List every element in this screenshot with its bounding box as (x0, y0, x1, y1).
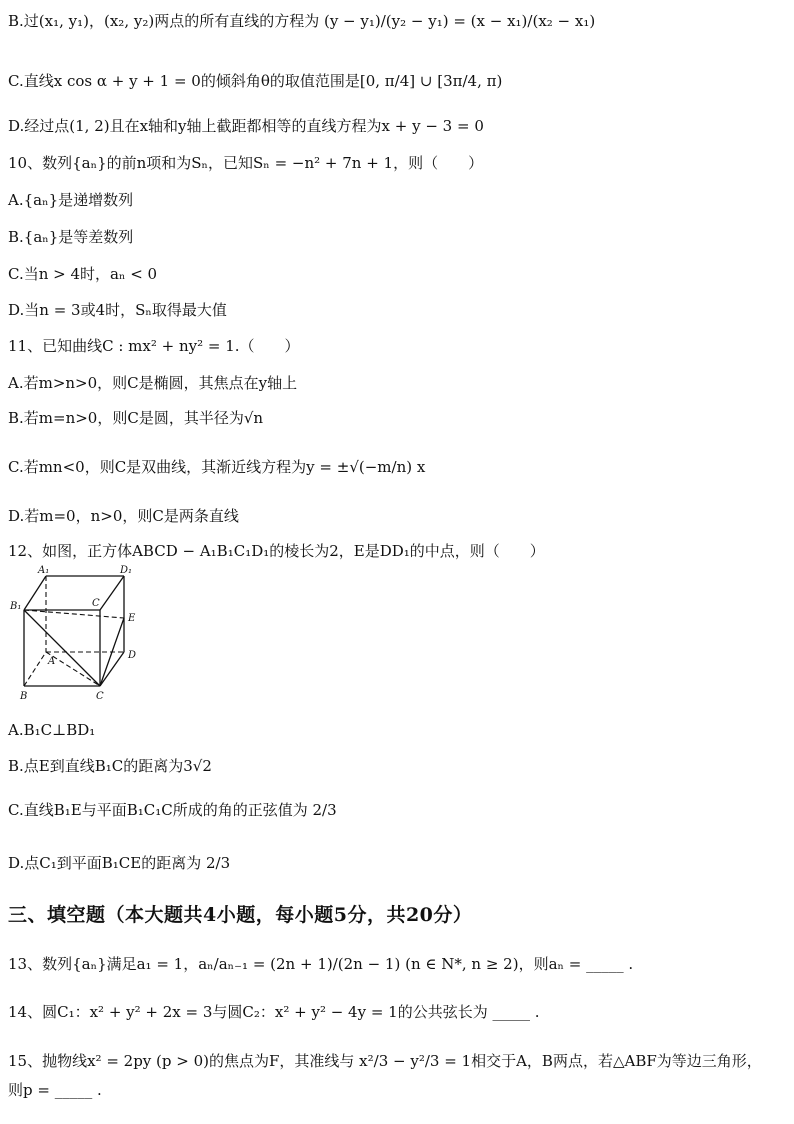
q10-option-d: D.当n = 3或4时，Sₙ取得最大值 (8, 301, 227, 319)
q9-option-b: B.过(x₁, y₁)，(x₂, y₂)两点的所有直线的方程为 (y − y₁)/(y₂ − y₁) = (x − x₁)/(x₂ − x₁) (8, 12, 596, 30)
label-b: B (20, 691, 28, 702)
label-e: E (128, 613, 136, 624)
q12-option-a: A.B₁C⊥BD₁ (8, 721, 96, 739)
q13-text: 13、数列{aₙ}满足a₁ = 1，aₙ/aₙ₋₁ = (2n + 1)/(2n − 1) (n ∈ N*, n ≥ 2)，则aₙ = _____ . (8, 955, 634, 973)
segment-b1-e (24, 610, 124, 618)
q14-text: 14、圆C₁：x² + y² + 2x = 3与圆C₂：x² + y² − 4y = 1的公共弦长为 _____ . (8, 1003, 540, 1021)
cube-figure (8, 562, 148, 702)
q12-option-d: D.点C₁到平面B₁CE的距离为 2/3 (8, 854, 231, 872)
q11-stem: 11、已知曲线C : mx² + ny² = 1.（ ） (8, 337, 300, 355)
q11-option-d: D.若m=0，n>0，则C是两条直线 (8, 507, 239, 525)
q11-option-a: A.若m>n>0，则C是椭圆，其焦点在y轴上 (8, 374, 298, 392)
label-c1: C (92, 598, 100, 609)
label-d: D (128, 650, 137, 661)
label-d1: D₁ (120, 565, 133, 576)
edge-c1-d1 (100, 576, 124, 610)
label-b1: B₁ (10, 601, 22, 612)
q9-option-c: C.直线x cos α + y + 1 = 0的倾斜角θ的取值范围是[0, π/4] ∪ [3π/4, π) (8, 72, 503, 90)
section-title: 三、填空题（本大题共4小题，每小题5分，共20分） (8, 904, 473, 926)
q12-stem: 12、如图，正方体ABCD − A₁B₁C₁D₁的棱长为2，E是DD₁的中点，则（ ） (8, 542, 545, 560)
q10-option-b: B.{aₙ}是等差数列 (8, 228, 134, 246)
q9-option-d: D.经过点(1, 2)且在x轴和y轴上截距都相等的直线方程为x + y − 3 = 0 (8, 117, 484, 135)
label-c: C (96, 691, 104, 702)
segment-b1-c (24, 610, 100, 686)
q10-option-a: A.{aₙ}是递增数列 (8, 191, 134, 209)
q11-option-b: B.若m=n>0，则C是圆，其半径为√n (8, 409, 264, 427)
label-a1: A₁ (38, 565, 50, 576)
q10-stem: 10、数列{aₙ}的前n项和为Sₙ，已知Sₙ = −n² + 7n + 1，则（ ） (8, 154, 484, 172)
label-a: A (48, 656, 56, 667)
edge-b1-a1 (24, 576, 46, 610)
q11-option-c: C.若mn<0，则C是双曲线，其渐近线方程为y = ±√(−m/n) x (8, 458, 426, 476)
q15-text: 15、抛物线x² = 2py (p > 0)的焦点为F，其准线与 x²/3 − y²/3 = 1相交于A，B两点，若△ABF为等边三角形， (8, 1052, 762, 1070)
q12-option-b: B.点E到直线B₁C的距离为3√2 (8, 757, 212, 775)
edge-b-a (24, 652, 46, 686)
edge-c-d (100, 652, 124, 686)
q10-option-c: C.当n > 4时，aₙ < 0 (8, 265, 158, 283)
q12-option-c: C.直线B₁E与平面B₁C₁C所成的角的正弦值为 2/3 (8, 801, 337, 819)
q15-continuation: 则p = _____ . (8, 1081, 102, 1099)
